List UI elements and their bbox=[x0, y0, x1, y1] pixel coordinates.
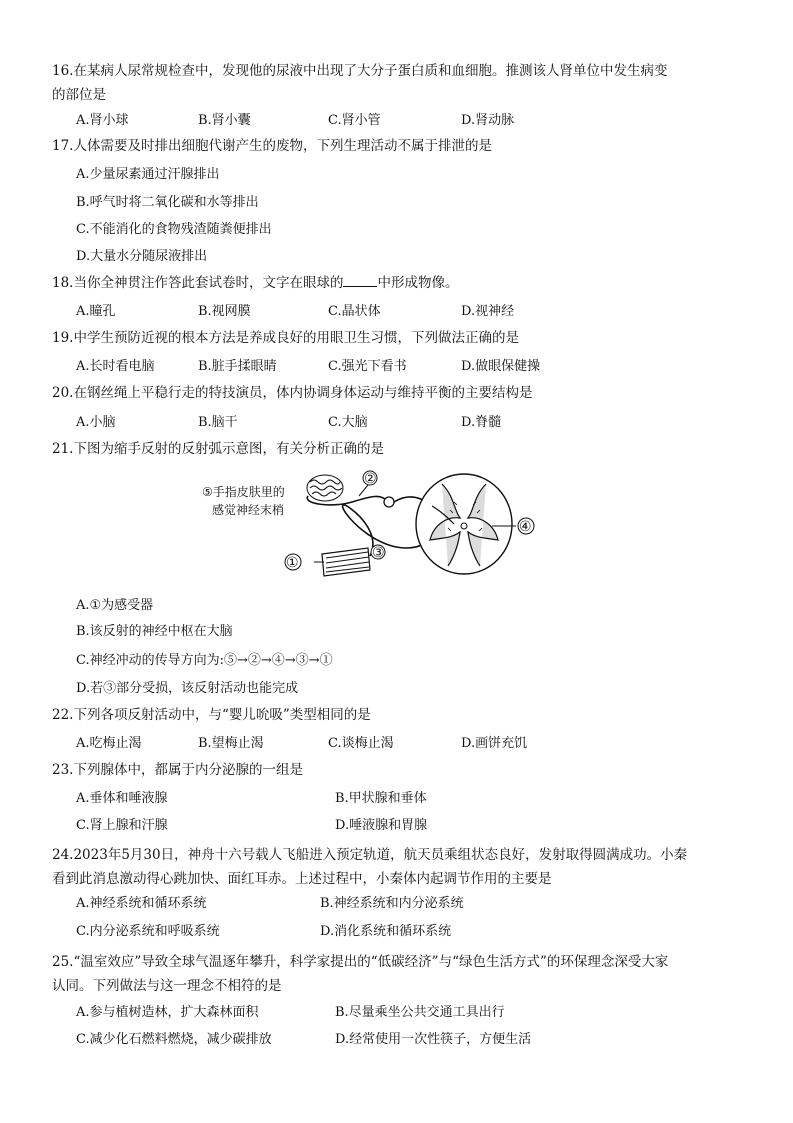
question-23-stem: 23.下列腺体中，都属于内分泌腺的一组是 bbox=[52, 762, 303, 778]
q16-option-a[interactable]: A.肾小球 bbox=[76, 113, 129, 128]
label-5-line2: 感觉神经末梢 bbox=[212, 503, 285, 517]
q20-option-b[interactable]: B.脑干 bbox=[198, 415, 238, 430]
q25-option-b[interactable]: B.尽量乘坐公共交通工具出行 bbox=[335, 1005, 505, 1020]
label-5-line1: ⑤手指皮肤里的 bbox=[202, 485, 285, 499]
q18-option-b[interactable]: B.视网膜 bbox=[198, 304, 251, 319]
q17-option-c[interactable]: C.不能消化的食物残渣随粪便排出 bbox=[76, 222, 272, 237]
q25-option-a[interactable]: A.参与植树造林，扩大森林面积 bbox=[76, 1005, 259, 1020]
question-20-stem: 20.在钢丝绳上平稳行走的特技演员，体内协调身体运动与维持平衡的主要结构是 bbox=[52, 385, 533, 401]
q20-option-d[interactable]: D.脊髓 bbox=[461, 415, 502, 430]
q25-option-d[interactable]: D.经常使用一次性筷子，方便生活 bbox=[335, 1032, 532, 1047]
q19-option-d[interactable]: D.做眼保健操 bbox=[461, 359, 541, 374]
q16-option-d[interactable]: D.肾动脉 bbox=[461, 113, 515, 128]
q18-stem-after: 中形成物像。 bbox=[377, 275, 459, 291]
q25-option-c[interactable]: C.减少化石燃料燃烧，减少碳排放 bbox=[76, 1032, 272, 1047]
q18-stem-before: 18.当你全神贯注作答此套试卷时，文字在眼球的 bbox=[52, 275, 344, 291]
question-16-stem: 16.在某病人尿常规检查中，发现他的尿液中出现了大分子蛋白质和血细胞。推测该人肾单位中发生病变 bbox=[52, 63, 668, 79]
question-24-stem: 24.2023年5月30日，神舟十六号载人飞船进入预定轨道，航天员乘组状态良好，发射取得圆满成功。小秦 bbox=[52, 847, 688, 863]
q18-option-a[interactable]: A.瞳孔 bbox=[76, 304, 116, 319]
q20-option-c[interactable]: C.大脑 bbox=[328, 415, 368, 430]
q17-option-b[interactable]: B.呼气时将二氧化碳和水等排出 bbox=[76, 195, 259, 210]
q21-option-a[interactable]: A.①为感受器 bbox=[76, 598, 154, 613]
q18-option-d[interactable]: D.视神经 bbox=[461, 304, 515, 319]
question-21-stem: 21.下图为缩手反射的反射弧示意图，有关分析正确的是 bbox=[52, 441, 384, 457]
question-19-stem: 19.中学生预防近视的根本方法是养成良好的用眼卫生习惯，下列做法正确的是 bbox=[52, 330, 519, 346]
q21-option-b[interactable]: B.该反射的神经中枢在大脑 bbox=[76, 624, 233, 639]
q16-option-b[interactable]: B.肾小囊 bbox=[198, 113, 251, 128]
question-17-stem: 17.人体需要及时排出细胞代谢产生的废物，下列生理活动不属于排泄的是 bbox=[52, 138, 492, 154]
q24-option-c[interactable]: C.内分泌系统和呼吸系统 bbox=[76, 924, 220, 939]
q19-option-a[interactable]: A.长时看电脑 bbox=[76, 359, 155, 374]
label-1: ① bbox=[286, 555, 299, 571]
q21-option-c[interactable]: C.神经冲动的传导方向为:⑤→②→④→③→① bbox=[76, 653, 333, 668]
q22-option-d[interactable]: D.画饼充饥 bbox=[461, 736, 528, 751]
q17-option-d[interactable]: D.大量水分随尿液排出 bbox=[76, 249, 208, 264]
q19-option-b[interactable]: B.脏手揉眼睛 bbox=[198, 359, 277, 374]
q24-option-d[interactable]: D.消化系统和循环系统 bbox=[320, 924, 452, 939]
q22-option-b[interactable]: B.望梅止渴 bbox=[198, 736, 264, 751]
question-16-stem-cont: 的部位是 bbox=[52, 87, 106, 103]
q24-option-a[interactable]: A.神经系统和循环系统 bbox=[76, 896, 207, 911]
label-2: ② bbox=[364, 471, 377, 487]
reflex-arc-diagram bbox=[192, 466, 552, 590]
q17-option-a[interactable]: A.少量尿素通过汗腺排出 bbox=[76, 167, 220, 182]
question-25-stem-cont: 认同。下列做法与这一理念不相符的是 bbox=[52, 978, 282, 994]
q23-option-d[interactable]: D.唾液腺和胃腺 bbox=[335, 818, 428, 833]
q21-option-d[interactable]: D.若③部分受损，该反射活动也能完成 bbox=[76, 681, 299, 696]
spinal-cord-section bbox=[416, 474, 512, 574]
q24-option-b[interactable]: B.神经系统和内分泌系统 bbox=[320, 896, 464, 911]
muscle-effector bbox=[322, 548, 370, 576]
q16-option-c[interactable]: C.肾小管 bbox=[328, 113, 381, 128]
q22-option-c[interactable]: C.谈梅止渴 bbox=[328, 736, 394, 751]
answer-blank bbox=[343, 274, 377, 287]
ganglion bbox=[384, 497, 394, 507]
skin-receptor-tissue bbox=[307, 475, 343, 501]
question-24-stem-cont: 看到此消息激动得心跳加快、面红耳赤。上述过程中，小秦体内起调节作用的主要是 bbox=[52, 871, 552, 887]
question-18-stem bbox=[52, 270, 752, 297]
q22-option-a[interactable]: A.吃梅止渴 bbox=[76, 736, 142, 751]
reflex-arc-figure bbox=[192, 466, 552, 590]
q23-option-c[interactable]: C.肾上腺和汗腺 bbox=[76, 818, 168, 833]
q23-option-b[interactable]: B.甲状腺和垂体 bbox=[335, 791, 427, 806]
label-4: ④ bbox=[519, 519, 532, 535]
question-22-stem: 22.下列各项反射活动中，与“婴儿吮吸”类型相同的是 bbox=[52, 707, 371, 723]
q18-option-c[interactable]: C.晶状体 bbox=[328, 304, 381, 319]
label-3: ③ bbox=[372, 545, 385, 561]
q19-option-c[interactable]: C.强光下看书 bbox=[328, 359, 407, 374]
question-25-stem: 25.“温室效应”导致全球气温逐年攀升，科学家提出的“低碳经济”与“绿色生活方式”的环保理念深受大家 bbox=[52, 954, 669, 970]
q20-option-a[interactable]: A.小脑 bbox=[76, 415, 116, 430]
q23-option-a[interactable]: A.垂体和唾液腺 bbox=[76, 791, 168, 806]
